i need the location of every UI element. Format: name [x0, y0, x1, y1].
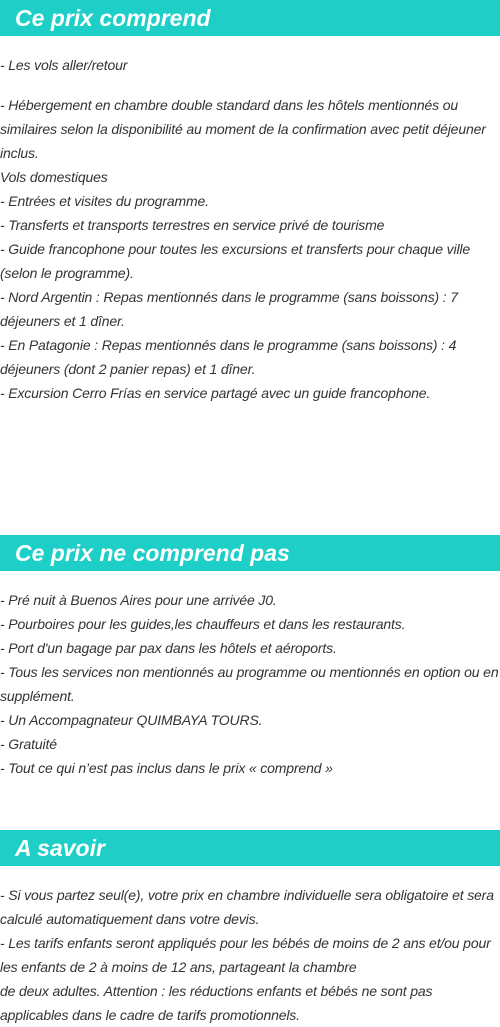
list-item: - Pré nuit à Buenos Aires pour une arrivée J0. — [0, 592, 277, 608]
list-item: - Gratuité — [0, 736, 57, 752]
list-item: - Entrées et visites du programme. — [0, 193, 209, 209]
section-title-includes: Ce prix comprend — [0, 0, 500, 36]
list-item: - Nord Argentin : Repas mentionnés dans le programme (sans boissons) : 7 déjeuners et 1 dîner. — [0, 289, 458, 329]
section-title-good-to-know: A savoir — [0, 830, 500, 866]
list-item: - Tout ce qui n’est pas inclus dans le prix « comprend » — [0, 760, 333, 776]
list-item: - Port d'un bagage par pax dans les hôtels et aéroports. — [0, 640, 337, 656]
list-item: - Guide francophone pour toutes les excursions et transferts pour chaque ville (selon le programme). — [0, 241, 471, 281]
list-item: - Pourboires pour les guides,les chauffeurs et dans les restaurants. — [0, 616, 406, 632]
list-item: - Excursion Cerro Frías en service partagé avec un guide francophone. — [0, 385, 431, 401]
excludes-list — [0, 588, 500, 780]
includes-list — [0, 53, 500, 405]
list-item: - Si vous partez seul(e), votre prix en chambre individuelle sera obligatoire et sera calculé automatiquement dans votre devis. — [0, 887, 494, 927]
list-item: - Tous les services non mentionnés au programme ou mentionnés en option ou en supplément. — [0, 664, 499, 704]
good-to-know-list — [0, 883, 500, 1027]
list-item: - Les tarifs enfants seront appliqués pour les bébés de moins de 2 ans et/ou pour les enfants de 2 à moins de 12 ans, partageant la chambre — [0, 935, 491, 975]
list-item: - En Patagonie : Repas mentionnés dans le programme (sans boissons) : 4 déjeuners (dont 2 panier repas) et 1 dîner. — [0, 337, 457, 377]
list-item: Vols domestiques — [0, 169, 108, 185]
list-item: - Un Accompagnateur QUIMBAYA TOURS. — [0, 712, 263, 728]
section-title-excludes: Ce prix ne comprend pas — [0, 535, 500, 571]
list-item: de deux adultes. Attention : les réductions enfants et bébés ne sont pas applicables dans le cadre de tarifs promotionnels. — [0, 983, 433, 1023]
list-item: - Les vols aller/retour — [0, 57, 128, 73]
list-item: - Transferts et transports terrestres en service privé de tourisme — [0, 217, 385, 233]
list-item: - Hébergement en chambre double standard dans les hôtels mentionnés ou similaires selon la disponibilité au moment de la confirmation avec petit déjeuner inclus. — [0, 97, 486, 161]
